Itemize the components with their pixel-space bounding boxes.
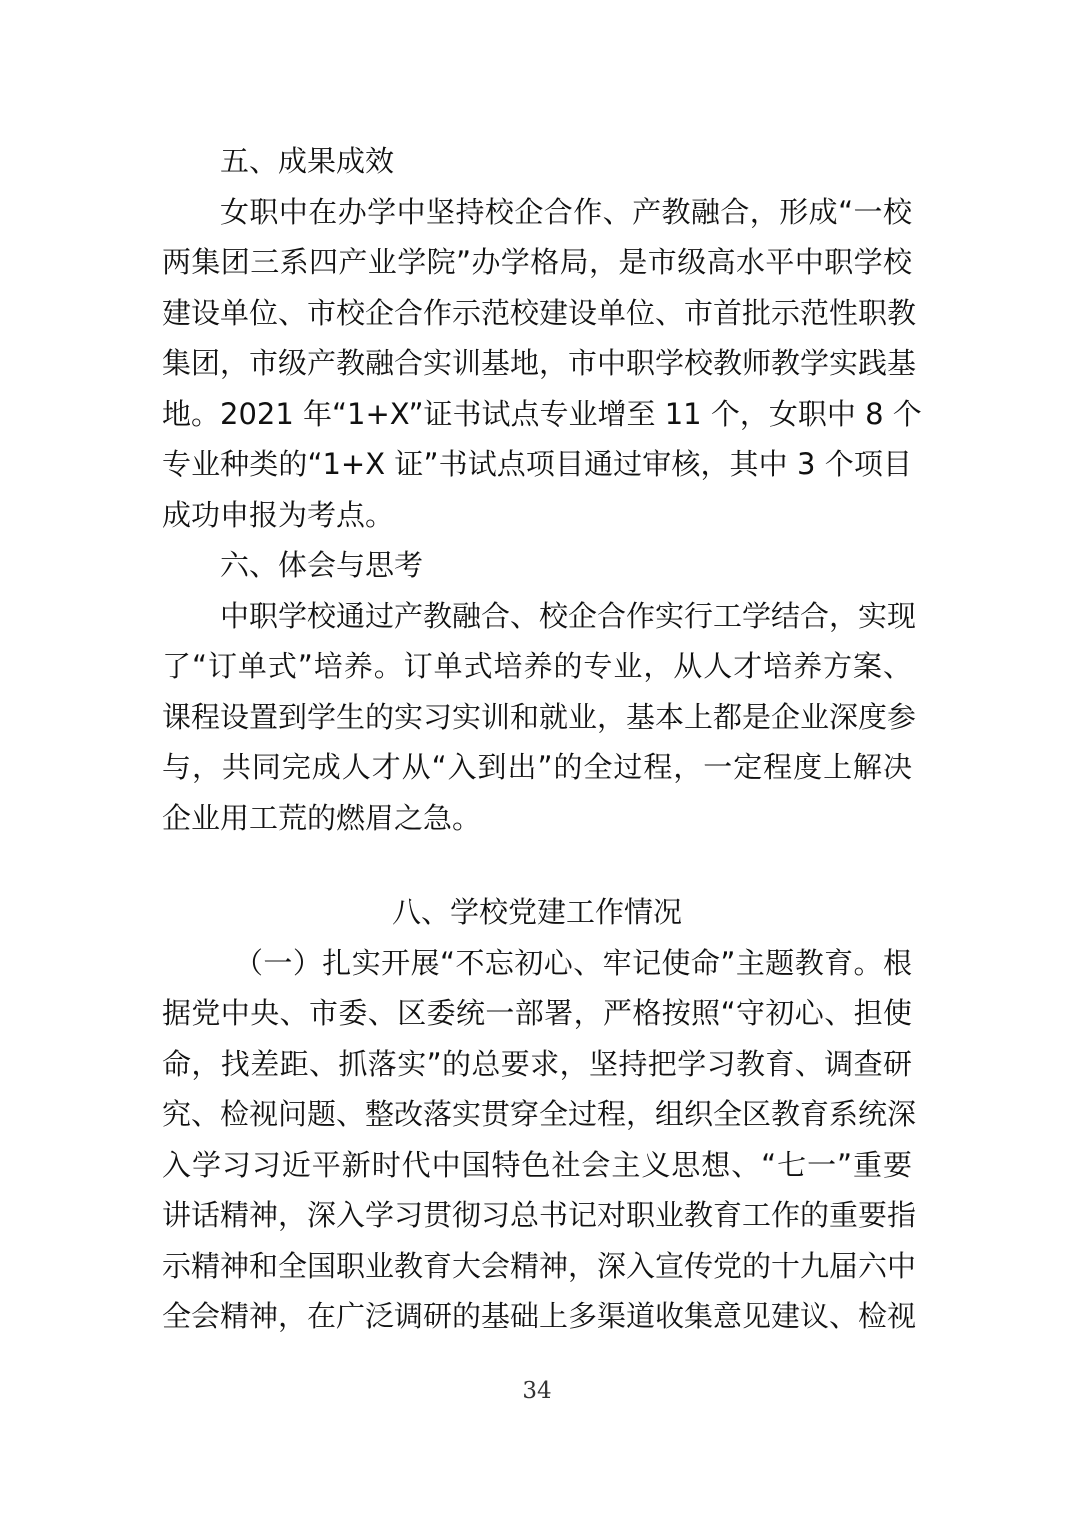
section-heading-results: 五、成果成效 [220, 144, 395, 178]
page-number: 34 [522, 1378, 552, 1404]
section-spacer [162, 843, 912, 887]
paragraph-line: 全会精神，在广泛调研的基础上多渠道收集意见建议、检视 [162, 1299, 917, 1333]
paragraph-line: 集团，市级产教融合实训基地，市中职学校教师教学实践基 [162, 346, 917, 380]
paragraph-line: 企业用工荒的燃眉之急。 [162, 800, 482, 835]
paragraph-line: 建设单位、市校企合作示范校建设单位、市首批示范性职教 [162, 295, 917, 330]
paragraph-line: 成功申报为考点。 [162, 497, 395, 532]
paragraph-line: 据党中央、市委、区委统一部署，严格按照“守初心、担使 [162, 996, 912, 1030]
paragraph-line: 中职学校通过产教融合、校企合作实行工学结合，实现 [220, 598, 917, 633]
section-heading-reflection: 六、体会与思考 [220, 548, 424, 582]
paragraph-line: 地。2021 年“1+X”证书试点专业增至 11 个，女职中 8 个 [162, 396, 922, 431]
paragraph-line: 究、检视问题、整改落实贯穿全过程，组织全区教育系统深 [162, 1097, 917, 1131]
paragraph-line: 了“订单式”培养。订单式培养的专业，从人才培养方案、 [162, 649, 912, 683]
paragraph-line: 女职中在办学中坚持校企合作、产教融合，形成“一校 [220, 194, 912, 229]
paragraph-line: （一）扎实开展“不忘初心、牢记使命”主题教育。根 [234, 945, 912, 980]
paragraph-line: 示精神和全国职业教育大会精神，深入宣传党的十九届六中 [162, 1248, 917, 1283]
paragraph-line: 命，找差距、抓落实”的总要求，坚持把学习教育、调查研 [162, 1046, 912, 1081]
paragraph-line: 专业种类的“1+X 证”书试点项目通过审核，其中 3 个项目 [162, 447, 912, 481]
paragraph-line: 两集团三系四产业学院”办学格局，是市级高水平中职学校 [162, 245, 912, 279]
paragraph-line: 入学习习近平新时代中国特色社会主义思想、“七一”重要 [162, 1147, 912, 1182]
paragraph-line: 讲话精神，深入学习贯彻习总书记对职业教育工作的重要指 [162, 1198, 917, 1232]
paragraph-line: 课程设置到学生的实习实训和就业，基本上都是企业深度参 [162, 699, 917, 734]
paragraph-line: 与，共同完成人才从“入到出”的全过程，一定程度上解决 [162, 750, 912, 784]
section-title-party-building: 八、学校党建工作情况 [391, 895, 682, 929]
document-body [162, 136, 922, 1342]
